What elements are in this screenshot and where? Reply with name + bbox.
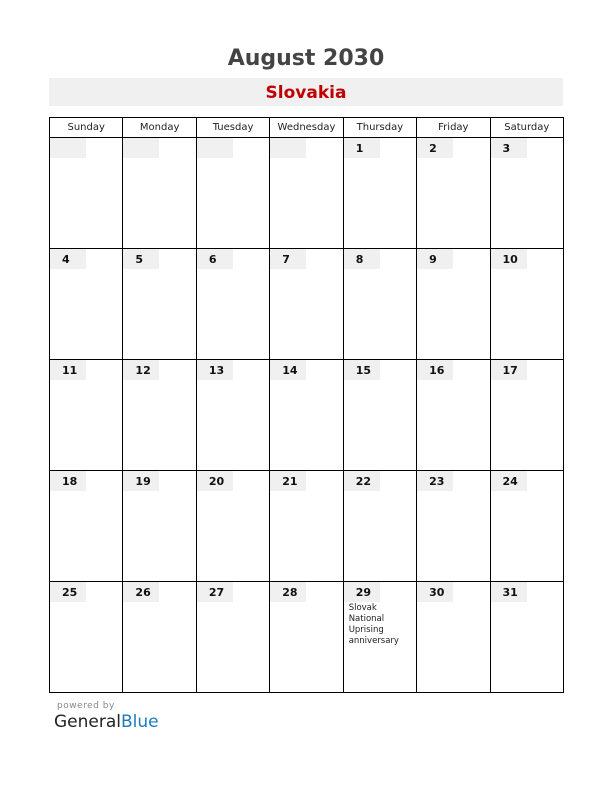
day-cell[interactable] [123,582,196,693]
day-number: 31 [491,582,527,602]
day-cell[interactable] [123,138,196,249]
day-number: 3 [491,138,527,158]
day-number: 13 [197,360,233,380]
day-cell[interactable] [417,471,490,582]
day-cell[interactable] [196,582,269,693]
day-number [197,138,233,158]
day-number: 7 [270,249,306,269]
day-number: 8 [344,249,380,269]
weekday-saturday: Saturday [490,118,563,138]
day-number [123,138,159,158]
day-cell[interactable] [343,471,416,582]
day-number: 20 [197,471,233,491]
day-cell[interactable] [417,249,490,360]
day-number: 5 [123,249,159,269]
day-cell[interactable] [196,138,269,249]
day-number: 10 [491,249,527,269]
day-number: 27 [197,582,233,602]
day-cell[interactable] [50,249,123,360]
weekday-monday: Monday [123,118,196,138]
day-number: 14 [270,360,306,380]
day-cell[interactable] [490,360,563,471]
day-cell[interactable] [196,360,269,471]
day-number: 16 [417,360,453,380]
day-cell[interactable] [343,582,416,693]
day-cell[interactable] [490,582,563,693]
week-row [50,471,564,582]
week-row [50,138,564,249]
day-cell[interactable] [270,582,343,693]
day-cell[interactable] [196,249,269,360]
week-row [50,360,564,471]
day-number: 30 [417,582,453,602]
day-number: 17 [491,360,527,380]
brand-general: General [54,712,121,732]
day-cell[interactable] [417,582,490,693]
day-cell[interactable] [50,582,123,693]
day-cell[interactable] [490,138,563,249]
day-cell[interactable] [270,360,343,471]
day-cell[interactable] [50,471,123,582]
day-number: 2 [417,138,453,158]
powered-by-label: powered by [57,701,115,711]
calendar-grid [49,117,564,693]
day-number: 22 [344,471,380,491]
day-number: 1 [344,138,380,158]
weekday-header-row [50,118,564,138]
day-cell[interactable] [123,360,196,471]
day-cell[interactable] [343,249,416,360]
day-cell[interactable] [490,471,563,582]
day-number: 12 [123,360,159,380]
day-number: 9 [417,249,453,269]
weekday-friday: Friday [417,118,490,138]
day-cell[interactable] [417,360,490,471]
day-cell[interactable] [270,138,343,249]
week-row [50,582,564,693]
day-cell[interactable] [490,249,563,360]
weekday-sunday: Sunday [50,118,123,138]
day-number: 21 [270,471,306,491]
day-number: 19 [123,471,159,491]
day-cell[interactable] [343,138,416,249]
weekday-tuesday: Tuesday [196,118,269,138]
day-cell[interactable] [50,360,123,471]
country-banner: Slovakia [49,78,563,106]
month-title: August 2030 [227,46,385,71]
day-cell[interactable] [50,138,123,249]
holiday-event: Slovak National Uprising anniversary [348,603,399,646]
day-cell[interactable] [123,471,196,582]
day-number: 18 [50,471,86,491]
day-number: 4 [50,249,86,269]
day-number [270,138,306,158]
day-number: 26 [123,582,159,602]
day-number: 28 [270,582,306,602]
day-number: 23 [417,471,453,491]
day-number: 6 [197,249,233,269]
day-cell[interactable] [270,471,343,582]
day-cell[interactable] [123,249,196,360]
day-number: 15 [344,360,380,380]
day-cell[interactable] [417,138,490,249]
day-number [50,138,86,158]
day-cell[interactable] [270,249,343,360]
day-number: 25 [50,582,86,602]
weekday-wednesday: Wednesday [270,118,343,138]
day-cell[interactable] [196,471,269,582]
day-cell[interactable] [343,360,416,471]
day-number: 11 [50,360,86,380]
brand-blue: Blue [121,712,159,732]
generalblue-logo[interactable] [54,712,159,732]
day-number: 24 [491,471,527,491]
day-number: 29 [344,582,380,602]
weekday-thursday: Thursday [343,118,416,138]
week-row [50,249,564,360]
